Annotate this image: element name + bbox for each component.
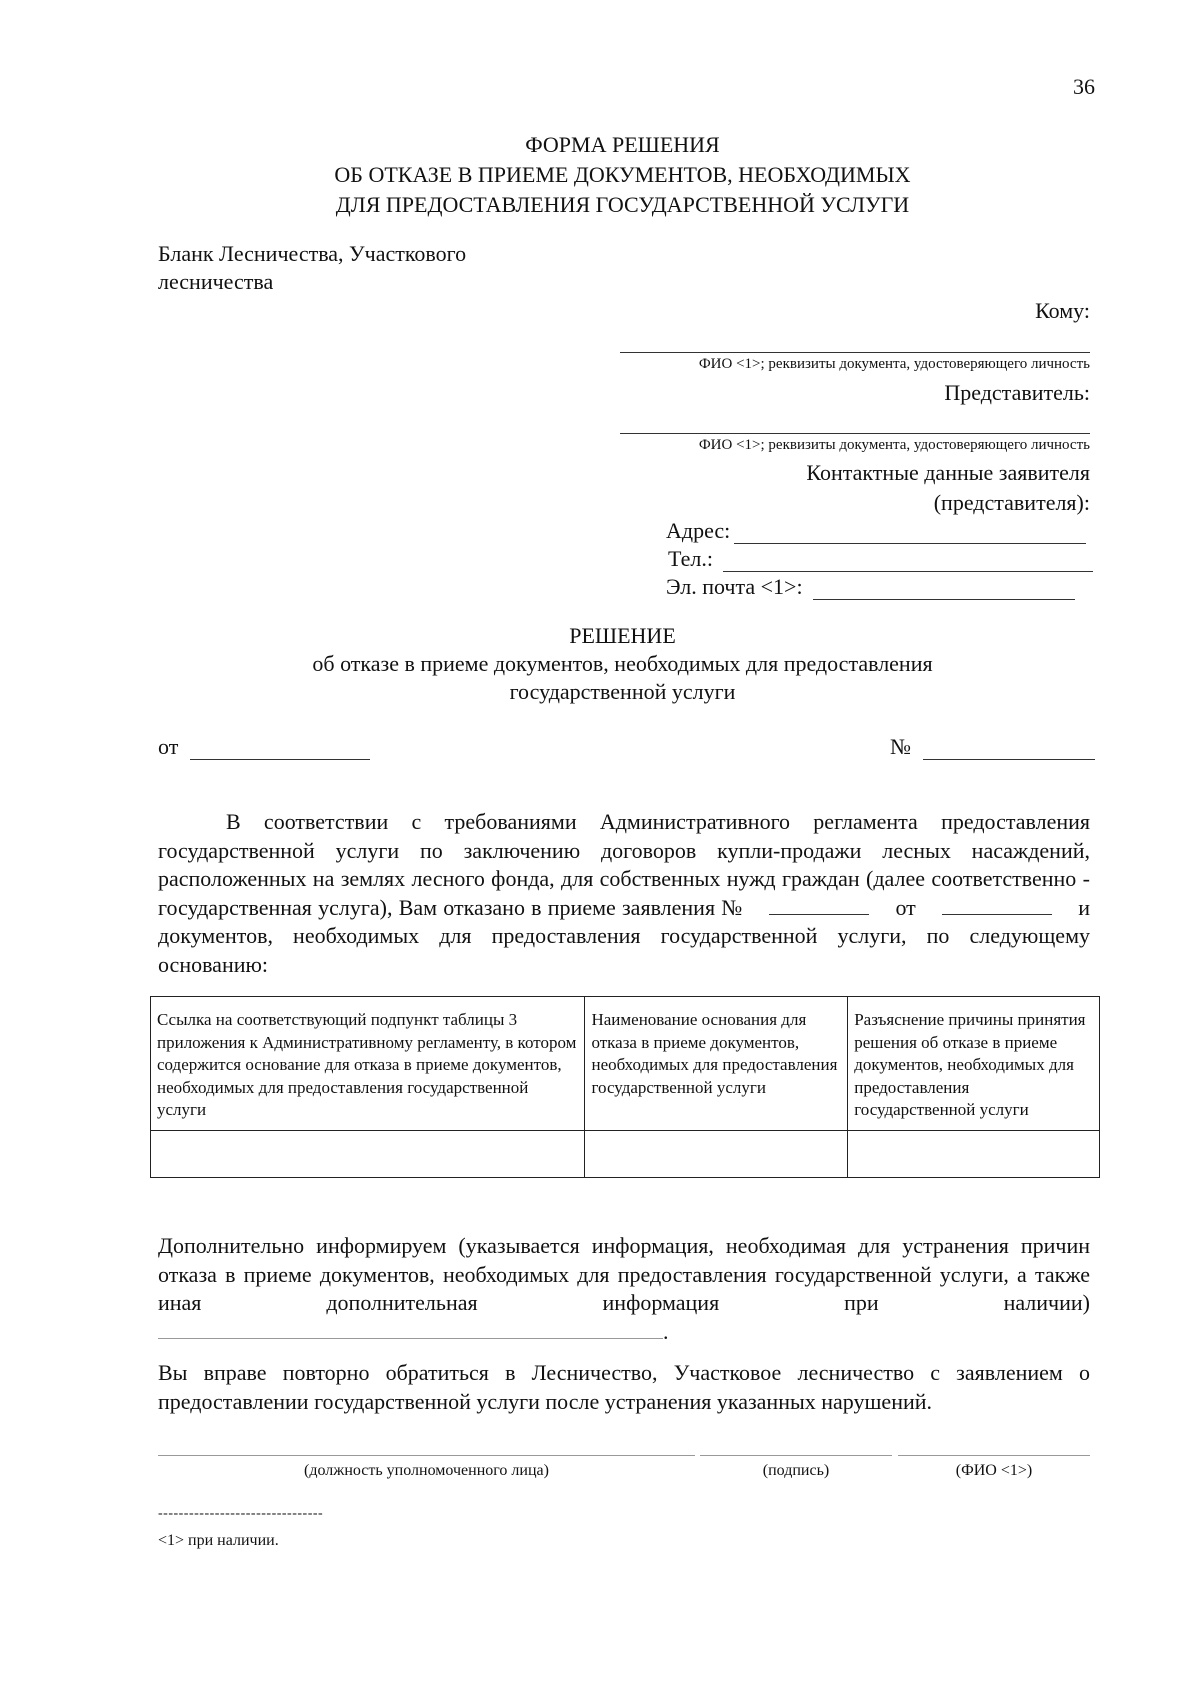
table-header-cell: Наименование основания для отказа в приеме документов, необходимых для предоставления государственной услуги <box>585 997 848 1131</box>
signature-line[interactable] <box>700 1455 892 1456</box>
form-title <box>0 130 1200 220</box>
main-paragraph <box>158 808 1090 979</box>
decision-heading: РЕШЕНИЕ <box>569 623 676 648</box>
table-cell[interactable] <box>151 1130 585 1177</box>
email-row <box>666 574 1075 600</box>
table-header-cell: Разъяснение причины принятия решения об отказе в приеме документов, необходимых для предоставления государственной услуги <box>848 997 1100 1131</box>
form-title-line: ОБ ОТКАЗЕ В ПРИЕМЕ ДОКУМЕНТОВ, НЕОБХОДИМЫХ <box>334 162 911 187</box>
letterhead: Бланк Лесничества, Участкового лесничества <box>158 241 467 294</box>
recipient-caption: ФИО <1>; реквизиты документа, удостоверяющего личность <box>698 356 1090 372</box>
decision-date-field[interactable] <box>190 737 370 760</box>
additional-info-field[interactable] <box>158 1318 663 1339</box>
table-row <box>151 1130 1100 1177</box>
address-field[interactable] <box>734 521 1086 544</box>
form-title-line: ДЛЯ ПРЕДОСТАВЛЕНИЯ ГОСУДАРСТВЕННОЙ УСЛУГИ <box>335 192 910 217</box>
footnote: <1> при наличии. <box>158 1532 279 1549</box>
page-number: 36 <box>1073 74 1095 99</box>
contacts-title: (представителя): <box>933 490 1090 515</box>
position-signature-line[interactable] <box>158 1455 695 1456</box>
table-cell[interactable] <box>848 1130 1100 1177</box>
recipient-label: Кому: <box>1035 298 1090 323</box>
main-paragraph-text: В соответствии с требованиями Административного регламента предоставления государственной услуги по заключению договоров купли-продажи лесных насаждений, расположенных на землях лесного фонда, для собственных нужд граждан (далее соответственно - государственная услуга), Вам отказано в приеме заявления <box>158 809 1090 920</box>
application-number-label: № <box>721 894 744 920</box>
email-label: Эл. почта <1>: <box>666 574 803 599</box>
decision-number-row <box>890 734 1095 760</box>
application-date-field[interactable] <box>942 894 1052 915</box>
application-date-label: от <box>895 894 916 920</box>
refusal-reasons-table <box>150 996 1100 1178</box>
decision-date-row <box>158 734 370 760</box>
decision-number-label: № <box>890 734 911 759</box>
address-row <box>666 518 1086 544</box>
table-header-row <box>151 997 1100 1131</box>
application-number-field[interactable] <box>769 894 869 915</box>
email-field[interactable] <box>813 577 1075 600</box>
additional-info-text: Дополнительно информируем (указывается информация, необходимая для устранения причин отказа в приеме документов, необходимых для предоставления государственной услуги, а также иная дополнительная информация при наличии) <box>158 1233 1090 1315</box>
main-paragraph-text: и документов, необходимых для предоставления государственной услуги, по следующему основанию: <box>158 894 1090 977</box>
representative-label: Представитель: <box>944 380 1090 405</box>
footnote-separator: -------------------------------- <box>158 1506 324 1521</box>
name-signature-line[interactable] <box>898 1455 1090 1456</box>
representative-caption: ФИО <1>; реквизиты документа, удостоверяющего личность <box>698 437 1090 453</box>
additional-info-paragraph <box>158 1232 1090 1346</box>
additional-info-end: . <box>663 1318 669 1344</box>
decision-date-label: от <box>158 734 179 759</box>
address-label: Адрес: <box>666 518 731 543</box>
phone-row <box>668 546 1093 572</box>
decision-subtitle: об отказе в приеме документов, необходимых для предоставления <box>312 651 933 676</box>
decision-title <box>0 622 1200 706</box>
decision-number-field[interactable] <box>923 737 1095 760</box>
position-caption: (должность уполномоченного лица) <box>304 1462 549 1479</box>
name-caption: (ФИО <1>) <box>955 1462 1033 1479</box>
reapply-paragraph: Вы вправе повторно обратиться в Лесничество, Участковое лесничество с заявлением о предоставлении государственной услуги после устранения указанных нарушений. <box>158 1360 1090 1414</box>
decision-subtitle: государственной услуги <box>509 679 736 704</box>
form-title-line: ФОРМА РЕШЕНИЯ <box>525 132 720 157</box>
table-cell[interactable] <box>585 1130 848 1177</box>
signature-caption: (подпись) <box>762 1462 830 1479</box>
contacts-title: Контактные данные заявителя <box>806 460 1090 485</box>
phone-field[interactable] <box>723 549 1093 572</box>
representative-line[interactable] <box>620 433 1090 434</box>
recipient-line[interactable] <box>620 352 1090 353</box>
table-header-cell: Ссылка на соответствующий подпункт таблицы 3 приложения к Административному регламенту, в котором содержится основание для отказа в приеме документов, необходимых для предоставления государственной услуги <box>151 997 585 1131</box>
phone-label: Тел.: <box>668 546 713 571</box>
